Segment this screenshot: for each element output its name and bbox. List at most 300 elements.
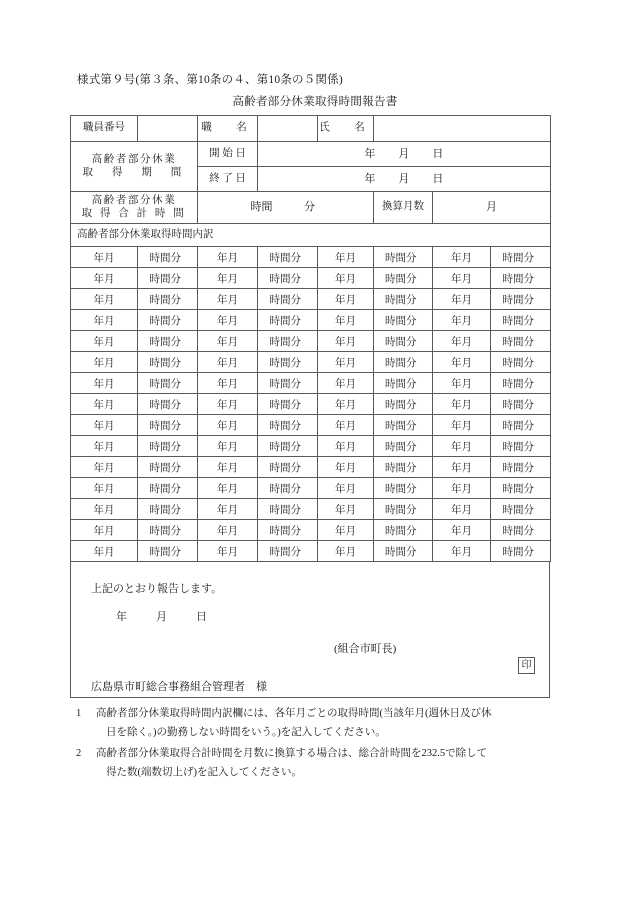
breakdown-month-unit: 月	[345, 504, 356, 516]
breakdown-year-month-cell[interactable]	[318, 289, 374, 310]
breakdown-minutes-unit: 分	[406, 378, 417, 390]
breakdown-hours-minutes-cell[interactable]	[374, 352, 433, 373]
breakdown-hours-minutes-cell[interactable]	[138, 331, 198, 352]
breakdown-hours-minutes-cell[interactable]	[258, 394, 318, 415]
breakdown-hours-minutes-cell[interactable]	[138, 436, 198, 457]
report-date-field[interactable]	[116, 608, 236, 624]
breakdown-hours-minutes-cell[interactable]	[491, 541, 551, 562]
footnote-text-line2: 日を除く。)の勤務しない時間をいう。)を記入してください。	[106, 727, 386, 739]
end-date-day-unit: 日	[432, 172, 444, 185]
breakdown-hours-unit: 時間	[269, 357, 291, 369]
breakdown-month-unit: 月	[227, 273, 238, 285]
footnote-text-line2: 得た数(端数切上げ)を記入してください。	[106, 767, 302, 779]
breakdown-year-unit: 年	[217, 504, 228, 516]
breakdown-year-month-cell[interactable]	[71, 499, 138, 520]
closing-block	[70, 561, 550, 698]
breakdown-hours-unit: 時間	[269, 273, 291, 285]
footnote-number: 1	[76, 708, 82, 719]
breakdown-year-month-cell[interactable]	[433, 247, 491, 268]
breakdown-month-unit: 月	[227, 315, 238, 327]
breakdown-minutes-unit: 分	[290, 546, 301, 558]
breakdown-minutes-unit: 分	[406, 546, 417, 558]
row-total-hours	[71, 192, 551, 224]
breakdown-year-month-cell[interactable]	[198, 520, 258, 541]
breakdown-hours-unit: 時間	[149, 336, 171, 348]
breakdown-year-month-cell[interactable]	[433, 373, 491, 394]
breakdown-hours-unit: 時間	[149, 441, 171, 453]
breakdown-hours-minutes-cell[interactable]	[258, 247, 318, 268]
breakdown-year-month-cell[interactable]	[433, 331, 491, 352]
breakdown-hours-minutes-cell[interactable]	[374, 541, 433, 562]
breakdown-row	[71, 289, 551, 310]
start-date-month-unit: 月	[398, 147, 410, 160]
breakdown-year-unit: 年	[93, 483, 104, 495]
breakdown-minutes-unit: 分	[170, 441, 181, 453]
breakdown-minutes-unit: 分	[523, 420, 534, 432]
breakdown-hours-minutes-cell[interactable]	[138, 289, 198, 310]
breakdown-minutes-unit: 分	[290, 336, 301, 348]
breakdown-year-month-cell[interactable]	[433, 415, 491, 436]
breakdown-year-unit: 年	[93, 252, 104, 264]
breakdown-year-month-cell[interactable]	[318, 394, 374, 415]
breakdown-hours-unit: 時間	[149, 378, 171, 390]
breakdown-hours-unit: 時間	[269, 462, 291, 474]
breakdown-hours-minutes-cell[interactable]	[374, 499, 433, 520]
breakdown-month-unit: 月	[104, 462, 115, 474]
breakdown-minutes-unit: 分	[523, 357, 534, 369]
breakdown-year-month-cell[interactable]	[71, 541, 138, 562]
form-number: 様式第９号(第３条、第10条の４、第10条の５関係)	[77, 74, 343, 86]
breakdown-hours-minutes-cell[interactable]	[491, 520, 551, 541]
breakdown-month-unit: 月	[227, 252, 238, 264]
breakdown-row	[71, 247, 551, 268]
breakdown-month-unit: 月	[461, 357, 472, 369]
breakdown-hours-unit: 時間	[385, 273, 406, 285]
total-minutes-unit: 分	[304, 201, 315, 214]
breakdown-minutes-unit: 分	[406, 420, 417, 432]
breakdown-year-month-cell[interactable]	[198, 373, 258, 394]
breakdown-month-unit: 月	[461, 294, 472, 306]
breakdown-year-month-cell[interactable]	[198, 331, 258, 352]
breakdown-year-month-cell[interactable]	[318, 478, 374, 499]
breakdown-year-unit: 年	[217, 252, 228, 264]
breakdown-hours-minutes-cell[interactable]	[491, 436, 551, 457]
total-hours-label-line1: 高齢者部分休業	[91, 195, 177, 207]
breakdown-year-month-cell[interactable]	[318, 268, 374, 289]
breakdown-month-unit: 月	[227, 546, 238, 558]
breakdown-year-month-cell[interactable]	[71, 331, 138, 352]
breakdown-minutes-unit: 分	[290, 399, 301, 411]
breakdown-year-month-cell[interactable]	[433, 478, 491, 499]
breakdown-year-month-cell[interactable]	[318, 436, 374, 457]
breakdown-hours-minutes-cell[interactable]	[374, 394, 433, 415]
breakdown-year-month-cell[interactable]	[198, 541, 258, 562]
breakdown-hours-minutes-cell[interactable]	[258, 520, 318, 541]
breakdown-minutes-unit: 分	[523, 252, 534, 264]
breakdown-year-month-cell[interactable]	[71, 457, 138, 478]
breakdown-month-unit: 月	[104, 336, 115, 348]
breakdown-hours-minutes-cell[interactable]	[258, 436, 318, 457]
breakdown-row	[71, 352, 551, 373]
breakdown-hours-unit: 時間	[502, 357, 524, 369]
breakdown-year-month-cell[interactable]	[71, 436, 138, 457]
breakdown-row	[71, 499, 551, 520]
breakdown-year-month-cell[interactable]	[71, 310, 138, 331]
breakdown-hours-minutes-cell[interactable]	[491, 247, 551, 268]
breakdown-hours-minutes-cell[interactable]	[138, 415, 198, 436]
breakdown-minutes-unit: 分	[290, 504, 301, 516]
breakdown-year-unit: 年	[217, 525, 228, 537]
breakdown-year-month-cell[interactable]	[71, 247, 138, 268]
breakdown-hours-unit: 時間	[502, 294, 524, 306]
breakdown-hours-minutes-cell[interactable]	[258, 457, 318, 478]
breakdown-year-unit: 年	[335, 546, 346, 558]
breakdown-year-unit: 年	[451, 378, 462, 390]
breakdown-hours-minutes-cell[interactable]	[138, 520, 198, 541]
breakdown-month-unit: 月	[104, 399, 115, 411]
breakdown-year-month-cell[interactable]	[433, 436, 491, 457]
breakdown-hours-unit: 時間	[385, 252, 406, 264]
breakdown-hours-minutes-cell[interactable]	[258, 352, 318, 373]
breakdown-minutes-unit: 分	[406, 441, 417, 453]
breakdown-month-unit: 月	[461, 504, 472, 516]
breakdown-hours-minutes-cell[interactable]	[258, 331, 318, 352]
breakdown-minutes-unit: 分	[406, 525, 417, 537]
breakdown-hours-minutes-cell[interactable]	[138, 394, 198, 415]
applicant-info-table	[70, 115, 551, 247]
breakdown-hours-unit: 時間	[149, 420, 171, 432]
breakdown-year-month-cell[interactable]	[198, 352, 258, 373]
breakdown-year-month-cell[interactable]	[71, 373, 138, 394]
breakdown-month-unit: 月	[104, 420, 115, 432]
breakdown-hours-unit: 時間	[385, 315, 406, 327]
breakdown-minutes-unit: 分	[290, 294, 301, 306]
name-field[interactable]	[374, 116, 551, 142]
breakdown-year-month-cell[interactable]	[433, 352, 491, 373]
breakdown-hours-unit: 時間	[269, 315, 291, 327]
breakdown-year-unit: 年	[217, 273, 228, 285]
breakdown-hours-minutes-cell[interactable]	[491, 310, 551, 331]
breakdown-row	[71, 331, 551, 352]
breakdown-hours-minutes-cell[interactable]	[138, 352, 198, 373]
organization-label: (組合市町長)	[334, 643, 397, 655]
breakdown-month-unit: 月	[461, 252, 472, 264]
breakdown-year-unit: 年	[335, 420, 346, 432]
breakdown-hours-minutes-cell[interactable]	[258, 499, 318, 520]
breakdown-year-month-cell[interactable]	[433, 541, 491, 562]
breakdown-month-unit: 月	[227, 462, 238, 474]
breakdown-hours-minutes-cell[interactable]	[374, 415, 433, 436]
breakdown-minutes-unit: 分	[170, 252, 181, 264]
breakdown-hours-unit: 時間	[385, 525, 406, 537]
breakdown-month-unit: 月	[461, 441, 472, 453]
breakdown-hours-minutes-cell[interactable]	[258, 289, 318, 310]
breakdown-year-unit: 年	[335, 378, 346, 390]
breakdown-hours-unit: 時間	[502, 525, 524, 537]
breakdown-minutes-unit: 分	[523, 441, 534, 453]
breakdown-year-month-cell[interactable]	[198, 478, 258, 499]
breakdown-minutes-unit: 分	[290, 462, 301, 474]
breakdown-minutes-unit: 分	[170, 315, 181, 327]
breakdown-row	[71, 436, 551, 457]
breakdown-month-unit: 月	[227, 336, 238, 348]
breakdown-hours-unit: 時間	[269, 336, 291, 348]
breakdown-row	[71, 268, 551, 289]
breakdown-hours-unit: 時間	[269, 378, 291, 390]
breakdown-hours-minutes-cell[interactable]	[491, 478, 551, 499]
breakdown-year-unit: 年	[451, 546, 462, 558]
breakdown-hours-minutes-cell[interactable]	[374, 331, 433, 352]
breakdown-year-month-cell[interactable]	[318, 457, 374, 478]
breakdown-year-month-cell[interactable]	[433, 457, 491, 478]
breakdown-year-month-cell[interactable]	[71, 415, 138, 436]
breakdown-hours-unit: 時間	[269, 441, 291, 453]
breakdown-minutes-unit: 分	[523, 525, 534, 537]
breakdown-year-unit: 年	[93, 546, 104, 558]
breakdown-hours-minutes-cell[interactable]	[138, 373, 198, 394]
breakdown-hours-minutes-cell[interactable]	[258, 373, 318, 394]
breakdown-year-unit: 年	[217, 483, 228, 495]
breakdown-hours-minutes-cell[interactable]	[374, 436, 433, 457]
total-hours-field[interactable]	[198, 192, 374, 224]
breakdown-year-unit: 年	[335, 525, 346, 537]
breakdown-hours-unit: 時間	[385, 336, 406, 348]
breakdown-year-month-cell[interactable]	[433, 310, 491, 331]
breakdown-minutes-unit: 分	[523, 273, 534, 285]
breakdown-month-unit: 月	[345, 378, 356, 390]
breakdown-year-month-cell[interactable]	[318, 520, 374, 541]
breakdown-year-unit: 年	[451, 441, 462, 453]
breakdown-hours-unit: 時間	[385, 420, 406, 432]
seal-stamp-icon[interactable]: 印	[518, 657, 535, 674]
breakdown-year-unit: 年	[451, 399, 462, 411]
end-date-field[interactable]	[258, 167, 551, 192]
breakdown-month-unit: 月	[461, 462, 472, 474]
breakdown-row	[71, 541, 551, 562]
breakdown-hours-unit: 時間	[385, 483, 406, 495]
breakdown-year-month-cell[interactable]	[198, 247, 258, 268]
breakdown-hours-unit: 時間	[502, 441, 524, 453]
breakdown-year-month-cell[interactable]	[198, 457, 258, 478]
breakdown-year-unit: 年	[93, 273, 104, 285]
breakdown-hours-minutes-cell[interactable]	[374, 310, 433, 331]
addressee-line: 広島県市町総合事務組合管理者 様	[91, 681, 267, 693]
breakdown-year-unit: 年	[451, 315, 462, 327]
breakdown-year-month-cell[interactable]	[198, 499, 258, 520]
breakdown-hours-minutes-cell[interactable]	[258, 415, 318, 436]
breakdown-month-unit: 月	[104, 252, 115, 264]
breakdown-minutes-unit: 分	[170, 357, 181, 369]
breakdown-month-unit: 月	[345, 546, 356, 558]
breakdown-hours-minutes-cell[interactable]	[491, 394, 551, 415]
report-date-year-unit: 年	[116, 611, 127, 623]
breakdown-month-unit: 月	[227, 420, 238, 432]
breakdown-year-unit: 年	[335, 273, 346, 285]
breakdown-month-unit: 月	[461, 483, 472, 495]
breakdown-year-month-cell[interactable]	[433, 499, 491, 520]
breakdown-year-month-cell[interactable]	[318, 499, 374, 520]
breakdown-year-month-cell[interactable]	[198, 394, 258, 415]
breakdown-hours-unit: 時間	[385, 294, 406, 306]
footnote-text-line1: 高齢者部分休業取得時間内訳欄には、各年月ごとの取得時間(当該年月(週休日及び休	[96, 708, 492, 719]
breakdown-hours-minutes-cell[interactable]	[258, 310, 318, 331]
breakdown-hours-minutes-cell[interactable]	[138, 310, 198, 331]
breakdown-year-month-cell[interactable]	[318, 352, 374, 373]
breakdown-year-unit: 年	[217, 441, 228, 453]
breakdown-year-month-cell[interactable]	[198, 310, 258, 331]
breakdown-hours-minutes-cell[interactable]	[138, 541, 198, 562]
breakdown-year-month-cell[interactable]	[318, 373, 374, 394]
breakdown-year-month-cell[interactable]	[71, 289, 138, 310]
breakdown-month-unit: 月	[104, 357, 115, 369]
breakdown-minutes-unit: 分	[523, 294, 534, 306]
breakdown-hours-minutes-cell[interactable]	[138, 247, 198, 268]
breakdown-year-month-cell[interactable]	[318, 247, 374, 268]
breakdown-hours-unit: 時間	[502, 378, 524, 390]
breakdown-hours-minutes-cell[interactable]	[138, 478, 198, 499]
breakdown-month-unit: 月	[227, 294, 238, 306]
start-date-field[interactable]	[258, 142, 551, 167]
breakdown-hours-minutes-cell[interactable]	[374, 520, 433, 541]
breakdown-year-unit: 年	[335, 441, 346, 453]
breakdown-month-unit: 月	[227, 399, 238, 411]
breakdown-year-month-cell[interactable]	[198, 268, 258, 289]
total-hours-label	[71, 192, 198, 224]
breakdown-minutes-unit: 分	[170, 273, 181, 285]
breakdown-hours-unit: 時間	[385, 399, 406, 411]
position-label: 職 名	[198, 116, 258, 142]
breakdown-month-unit: 月	[104, 546, 115, 558]
leave-period-label-line1: 高齢者部分休業	[91, 154, 177, 166]
breakdown-hours-minutes-cell[interactable]	[138, 499, 198, 520]
breakdown-minutes-unit: 分	[290, 252, 301, 264]
breakdown-minutes-unit: 分	[290, 378, 301, 390]
breakdown-month-unit: 月	[345, 525, 356, 537]
breakdown-month-unit: 月	[345, 399, 356, 411]
breakdown-year-unit: 年	[451, 525, 462, 537]
breakdown-hours-minutes-cell[interactable]	[138, 268, 198, 289]
breakdown-hours-minutes-cell[interactable]	[374, 457, 433, 478]
breakdown-title: 高齢者部分休業取得時間内訳	[71, 224, 551, 247]
breakdown-hours-minutes-cell[interactable]	[491, 499, 551, 520]
breakdown-year-month-cell[interactable]	[318, 541, 374, 562]
breakdown-hours-minutes-cell[interactable]	[491, 373, 551, 394]
breakdown-year-month-cell[interactable]	[71, 394, 138, 415]
breakdown-month-unit: 月	[461, 336, 472, 348]
breakdown-hours-minutes-cell[interactable]	[258, 268, 318, 289]
breakdown-minutes-unit: 分	[406, 462, 417, 474]
breakdown-minutes-unit: 分	[406, 483, 417, 495]
breakdown-hours-minutes-cell[interactable]	[491, 289, 551, 310]
breakdown-minutes-unit: 分	[523, 378, 534, 390]
footnote-text-line1: 高齢者部分休業取得合計時間を月数に換算する場合は、総合計時間を232.5で除して	[96, 747, 488, 759]
breakdown-year-unit: 年	[93, 336, 104, 348]
end-date-year-unit: 年	[364, 172, 376, 185]
breakdown-hours-minutes-cell[interactable]	[374, 478, 433, 499]
breakdown-minutes-unit: 分	[406, 336, 417, 348]
breakdown-hours-minutes-cell[interactable]	[491, 415, 551, 436]
breakdown-month-unit: 月	[345, 483, 356, 495]
breakdown-month-unit: 月	[461, 525, 472, 537]
row-start-date	[71, 142, 551, 167]
breakdown-year-month-cell[interactable]	[198, 289, 258, 310]
breakdown-hours-unit: 時間	[149, 546, 171, 558]
breakdown-hours-minutes-cell[interactable]	[491, 331, 551, 352]
breakdown-year-month-cell[interactable]	[71, 478, 138, 499]
breakdown-minutes-unit: 分	[290, 420, 301, 432]
breakdown-year-month-cell[interactable]	[71, 352, 138, 373]
breakdown-year-unit: 年	[335, 462, 346, 474]
breakdown-hours-minutes-cell[interactable]	[374, 289, 433, 310]
total-hours-label-line2: 取 得 合 計 時 間	[81, 207, 187, 219]
breakdown-year-month-cell[interactable]	[433, 289, 491, 310]
breakdown-year-month-cell[interactable]	[71, 520, 138, 541]
breakdown-month-unit: 月	[461, 399, 472, 411]
breakdown-minutes-unit: 分	[406, 252, 417, 264]
breakdown-year-month-cell[interactable]	[198, 415, 258, 436]
breakdown-hours-minutes-cell[interactable]	[258, 478, 318, 499]
breakdown-year-month-cell[interactable]	[318, 310, 374, 331]
breakdown-year-unit: 年	[93, 462, 104, 474]
breakdown-hours-minutes-cell[interactable]	[491, 268, 551, 289]
breakdown-hours-minutes-cell[interactable]	[374, 247, 433, 268]
breakdown-year-unit: 年	[451, 294, 462, 306]
breakdown-hours-unit: 時間	[502, 399, 524, 411]
breakdown-hours-minutes-cell[interactable]	[374, 268, 433, 289]
breakdown-year-month-cell[interactable]	[433, 268, 491, 289]
breakdown-minutes-unit: 分	[290, 483, 301, 495]
breakdown-minutes-unit: 分	[406, 273, 417, 285]
breakdown-hours-unit: 時間	[269, 525, 291, 537]
breakdown-hours-minutes-cell[interactable]	[374, 373, 433, 394]
employee-number-field[interactable]	[138, 116, 198, 142]
breakdown-hours-unit: 時間	[149, 399, 171, 411]
breakdown-hours-minutes-cell[interactable]	[491, 457, 551, 478]
breakdown-year-month-cell[interactable]	[433, 394, 491, 415]
breakdown-hours-unit: 時間	[149, 462, 171, 474]
breakdown-year-unit: 年	[451, 462, 462, 474]
breakdown-year-unit: 年	[451, 504, 462, 516]
breakdown-month-unit: 月	[345, 294, 356, 306]
breakdown-month-unit: 月	[227, 504, 238, 516]
end-date-label: 終 了 日	[198, 167, 258, 192]
breakdown-year-unit: 年	[217, 357, 228, 369]
breakdown-row	[71, 415, 551, 436]
leave-period-label	[71, 142, 198, 192]
breakdown-grid	[70, 246, 551, 562]
breakdown-hours-unit: 時間	[502, 315, 524, 327]
breakdown-year-month-cell[interactable]	[318, 415, 374, 436]
footnote-item	[70, 704, 580, 743]
position-field[interactable]	[258, 116, 318, 142]
breakdown-year-month-cell[interactable]	[433, 520, 491, 541]
converted-months-field[interactable]: 月	[433, 192, 551, 224]
breakdown-hours-minutes-cell[interactable]	[491, 352, 551, 373]
breakdown-year-unit: 年	[335, 357, 346, 369]
breakdown-year-unit: 年	[93, 420, 104, 432]
report-date-day-unit: 日	[196, 611, 207, 623]
breakdown-hours-unit: 時間	[149, 273, 171, 285]
breakdown-hours-unit: 時間	[502, 546, 524, 558]
breakdown-hours-minutes-cell[interactable]	[258, 541, 318, 562]
breakdown-hours-unit: 時間	[149, 525, 171, 537]
breakdown-year-month-cell[interactable]	[198, 436, 258, 457]
breakdown-hours-minutes-cell[interactable]	[138, 457, 198, 478]
breakdown-year-month-cell[interactable]	[71, 268, 138, 289]
breakdown-year-unit: 年	[451, 273, 462, 285]
breakdown-year-unit: 年	[217, 462, 228, 474]
breakdown-year-month-cell[interactable]	[318, 331, 374, 352]
